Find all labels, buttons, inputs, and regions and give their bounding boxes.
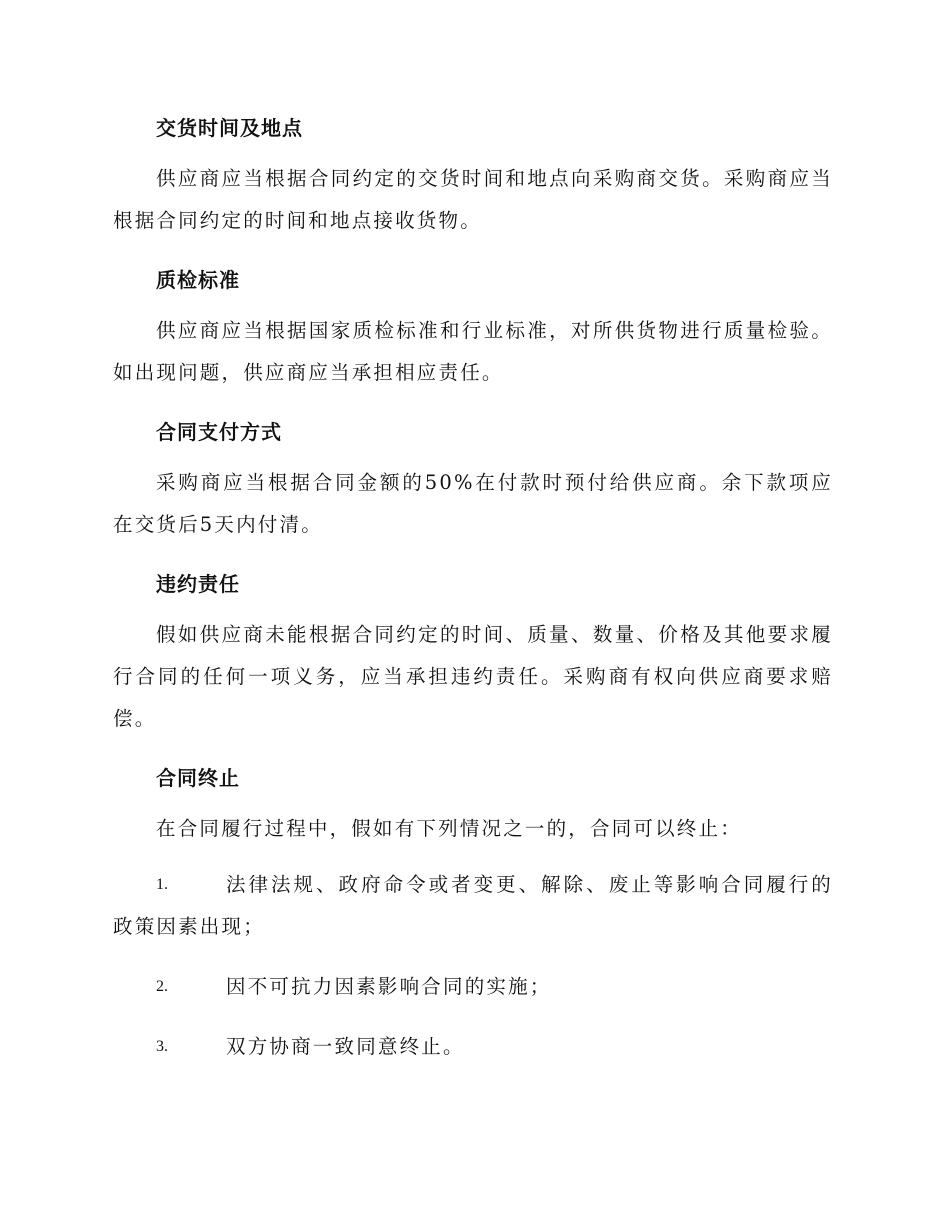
- termination-list: [113, 864, 833, 1068]
- section-paragraph-termination: 在合同履行过程中，假如有下列情况之一的，合同可以终止：: [156, 817, 742, 840]
- section-paragraph-quality: 供应商应当根据国家质检标准和行业标准，对所供货物进行质量检验。如出现问题，供应商应当承担相应责任。: [113, 319, 833, 384]
- section-paragraph-breach: 假如供应商未能根据合同约定的时间、质量、数量、价格及其他要求履行合同的任何一项义务，应当承担违约责任。采购商有权向供应商要求赔偿。: [113, 623, 833, 730]
- list-item-number: 3.: [156, 1038, 168, 1055]
- section-heading-payment: 合同支付方式: [156, 420, 282, 444]
- section-heading-breach: 违约责任: [156, 572, 240, 596]
- section-heading-termination: 合同终止: [156, 766, 240, 790]
- list-item-text: 双方协商一致同意终止。: [226, 1035, 465, 1058]
- list-item: [113, 966, 833, 1008]
- section-heading-quality: 质检标准: [156, 268, 240, 292]
- list-item-number: 2.: [156, 978, 168, 995]
- section-paragraph-delivery: 供应商应当根据合同约定的交货时间和地点向采购商交货。采购商应当根据合同约定的时间和地点接收货物。: [113, 167, 833, 232]
- list-item-number: 1.: [156, 876, 168, 893]
- list-item-text: 因不可抗力因素影响合同的实施；: [226, 975, 552, 998]
- list-item: [113, 864, 833, 948]
- document-body: [113, 108, 833, 1086]
- section-paragraph-payment: 采购商应当根据合同金额的50%在付款时预付给供应商。余下款项应在交货后5天内付清。: [113, 471, 833, 536]
- section-heading-delivery: 交货时间及地点: [156, 116, 303, 140]
- list-item: [113, 1026, 833, 1068]
- list-item-text: 法律法规、政府命令或者变更、解除、废止等影响合同履行的政策因素出现；: [113, 873, 833, 938]
